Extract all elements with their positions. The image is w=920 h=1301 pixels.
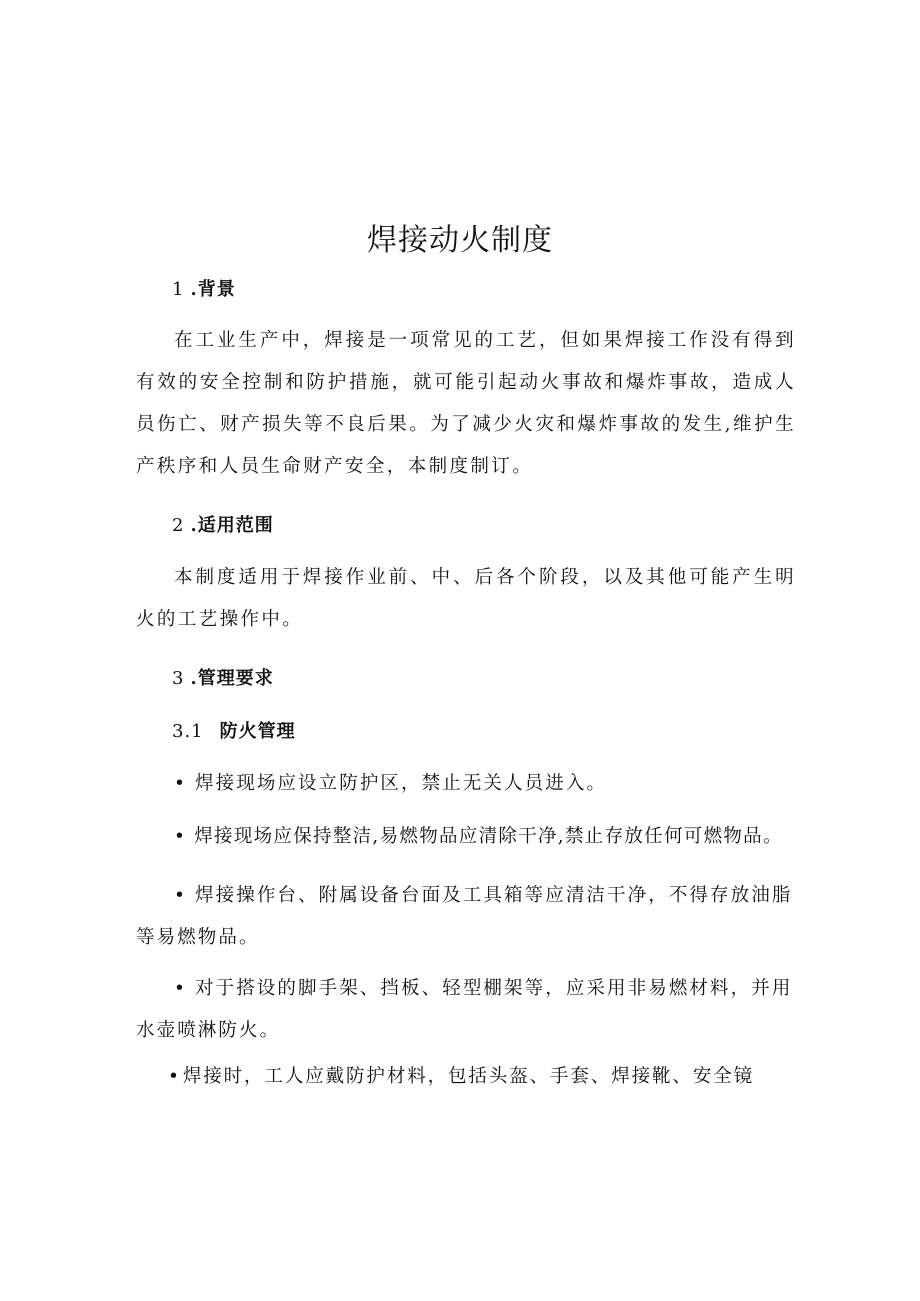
bullet-item	[136, 763, 798, 805]
section-number: 3	[172, 668, 185, 689]
bullet-marker: •	[174, 978, 188, 999]
bullet-text: 焊接时，工人应戴防护材料，包括头盔、手套、焊接靴、安全镜	[182, 1066, 755, 1087]
subsection-title: 防火管理	[219, 721, 296, 742]
section-heading-management	[172, 665, 274, 693]
bullet-marker: •	[174, 826, 187, 847]
bullet-item	[136, 968, 798, 1052]
section-paragraph-scope: 本制度适用于焊接作业前、中、后各个阶段，以及其他可能产生明火的工艺操作中。	[136, 567, 796, 630]
bullet-marker: •	[168, 1066, 181, 1087]
section-title: .适用范围	[190, 515, 274, 536]
section-heading-scope	[172, 512, 274, 540]
section-heading-background	[172, 276, 236, 304]
bullet-text: 焊接现场应设立防护区，禁止无关人员进入。	[195, 773, 608, 794]
section-number: 1	[172, 279, 185, 300]
bullet-item	[136, 1056, 798, 1098]
section-title: .管理要求	[190, 668, 274, 689]
bullet-text: 焊接操作台、附属设备台面及工具箱等应清洁干净，不得存放油脂等易燃物品。	[136, 885, 793, 948]
section-number: 2	[172, 515, 185, 536]
bullet-text: 对于搭设的脚手架、挡板、轻型棚架等，应采用非易燃材料，并用水壶喷淋防火。	[136, 978, 793, 1041]
subsection-heading-fire-prevention	[172, 718, 296, 746]
bullet-item	[136, 875, 798, 959]
bullet-text: 焊接现场应保持整洁,易燃物品应清除干净,禁止存放任何可燃物品。	[194, 826, 783, 847]
section-paragraph-background: 在工业生产中，焊接是一项常见的工艺，但如果焊接工作没有得到有效的安全控制和防护措施，就可能引起动火事故和爆炸事故，造成人员伤亡、财产损失等不良后果。为了减少火灾和爆炸事故的发生,维护生产秩序和人员生命财产安全，本制度制订。	[136, 330, 796, 477]
section-title: .背景	[190, 279, 236, 300]
subsection-number: 3.1	[172, 721, 204, 742]
bullet-marker: •	[174, 885, 188, 906]
page-title: 焊接动火制度	[367, 223, 553, 258]
bullet-item	[136, 816, 798, 858]
bullet-marker: •	[174, 773, 188, 794]
